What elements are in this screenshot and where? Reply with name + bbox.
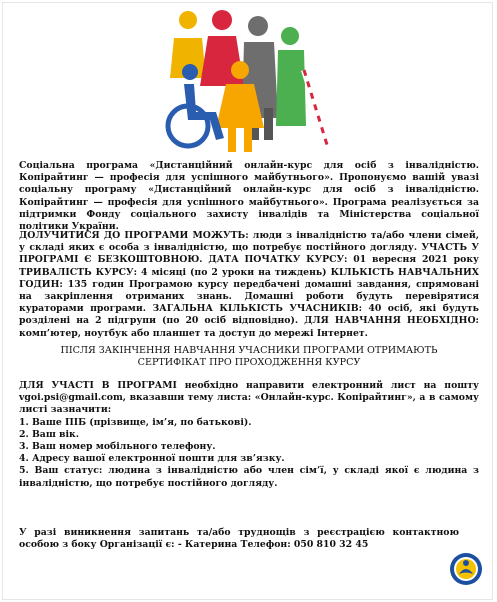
application-section <box>19 380 479 490</box>
list-item: 1. Ваше ПІБ (прізвище, ім’я, по батькові). <box>19 416 252 428</box>
certificate-heading <box>19 345 479 369</box>
certificate-line-2: СЕРТИФІКАТ ПРО ПРОХОДЖЕННЯ КУРСУ <box>137 357 361 369</box>
intro-paragraph: Соціальна програма «Дистанційний онлайн-курс для осіб з інвалідністю. Копірайтинг — професія для успішного майбутнього». Пропонуємо вашій увазі соціальну програму «Дистанційний онлайн-курс для осіб з інвалідністю. Копірайтинг — професія для успішного майбутнього». Програма реалізується за підтримки Фонду соціального захисту інвалідів та Міністерства соціальної політики України. <box>19 160 479 233</box>
list-item: 5. Ваш статус: людина з інвалідністю або член сім’ї, у складі якої є людина з інвалідністю, що потребує постійного догляду. <box>19 465 479 489</box>
application-intro: ДЛЯ УЧАСТІ В ПРОГРАМІ необхідно направити електронний лист на пошту vgoi.psi@gmail.com, вказавши тему листа: «Онлайн-курс. Копірайтинг», а в самому листі зазначити: <box>19 380 479 416</box>
list-item: 3. Ваш номер мобільного телефону. <box>19 441 216 453</box>
accessibility-people-illustration-icon <box>150 8 340 158</box>
program-details-paragraph: ДОЛУЧИТИСЯ ДО ПРОГРАМИ МОЖУТЬ: люди з інвалідністю та/або члени сімей, у складі яких є особа з інвалідністю, що потребує постійного догляду. УЧАСТЬ У ПРОГРАМІ Є БЕЗКОШТОВНОЮ. ДАТА ПОЧАТКУ КУРСУ: 01 вересня 2021 року ТРИВАЛІСТЬ КУРСУ: 4 місяці (по 2 уроки на тиждень) КІЛЬКІСТЬ НАВЧАЛЬНИХ ГОДИН: 135 годин Програмою курсу передбачені домашні завдання, спрямовані на закріплення отриманих знань. Домашні роботи будуть перевірятися кураторами програми. ЗАГАЛЬНА КІЛЬКІСТЬ УЧАСНИКІВ: 40 осіб, які будуть розділені на 2 підгрупи (по 20 осіб відповідно). ДЛЯ НАВЧАННЯ НЕОБХІДНО: комп’ютер, ноутбук або планшет та доступ до мережі Інтернет. <box>19 230 479 339</box>
certificate-line-1: ПІСЛЯ ЗАКІНЧЕННЯ НАВЧАННЯ УЧАСНИКИ ПРОГРАМИ ОТРИМАЮТЬ <box>60 345 438 356</box>
list-item: 4. Адресу вашої електронної пошти для зв’язку. <box>19 453 285 465</box>
list-item: 2. Ваш вік. <box>19 428 79 440</box>
contact-paragraph: У разі виникнення запитань та/або труднощів з реєстрацією контактною особою з боку Організації є: - Катерина Телефон: 050 810 32 45 <box>19 527 459 551</box>
social-protection-fund-logo-icon <box>449 552 483 586</box>
